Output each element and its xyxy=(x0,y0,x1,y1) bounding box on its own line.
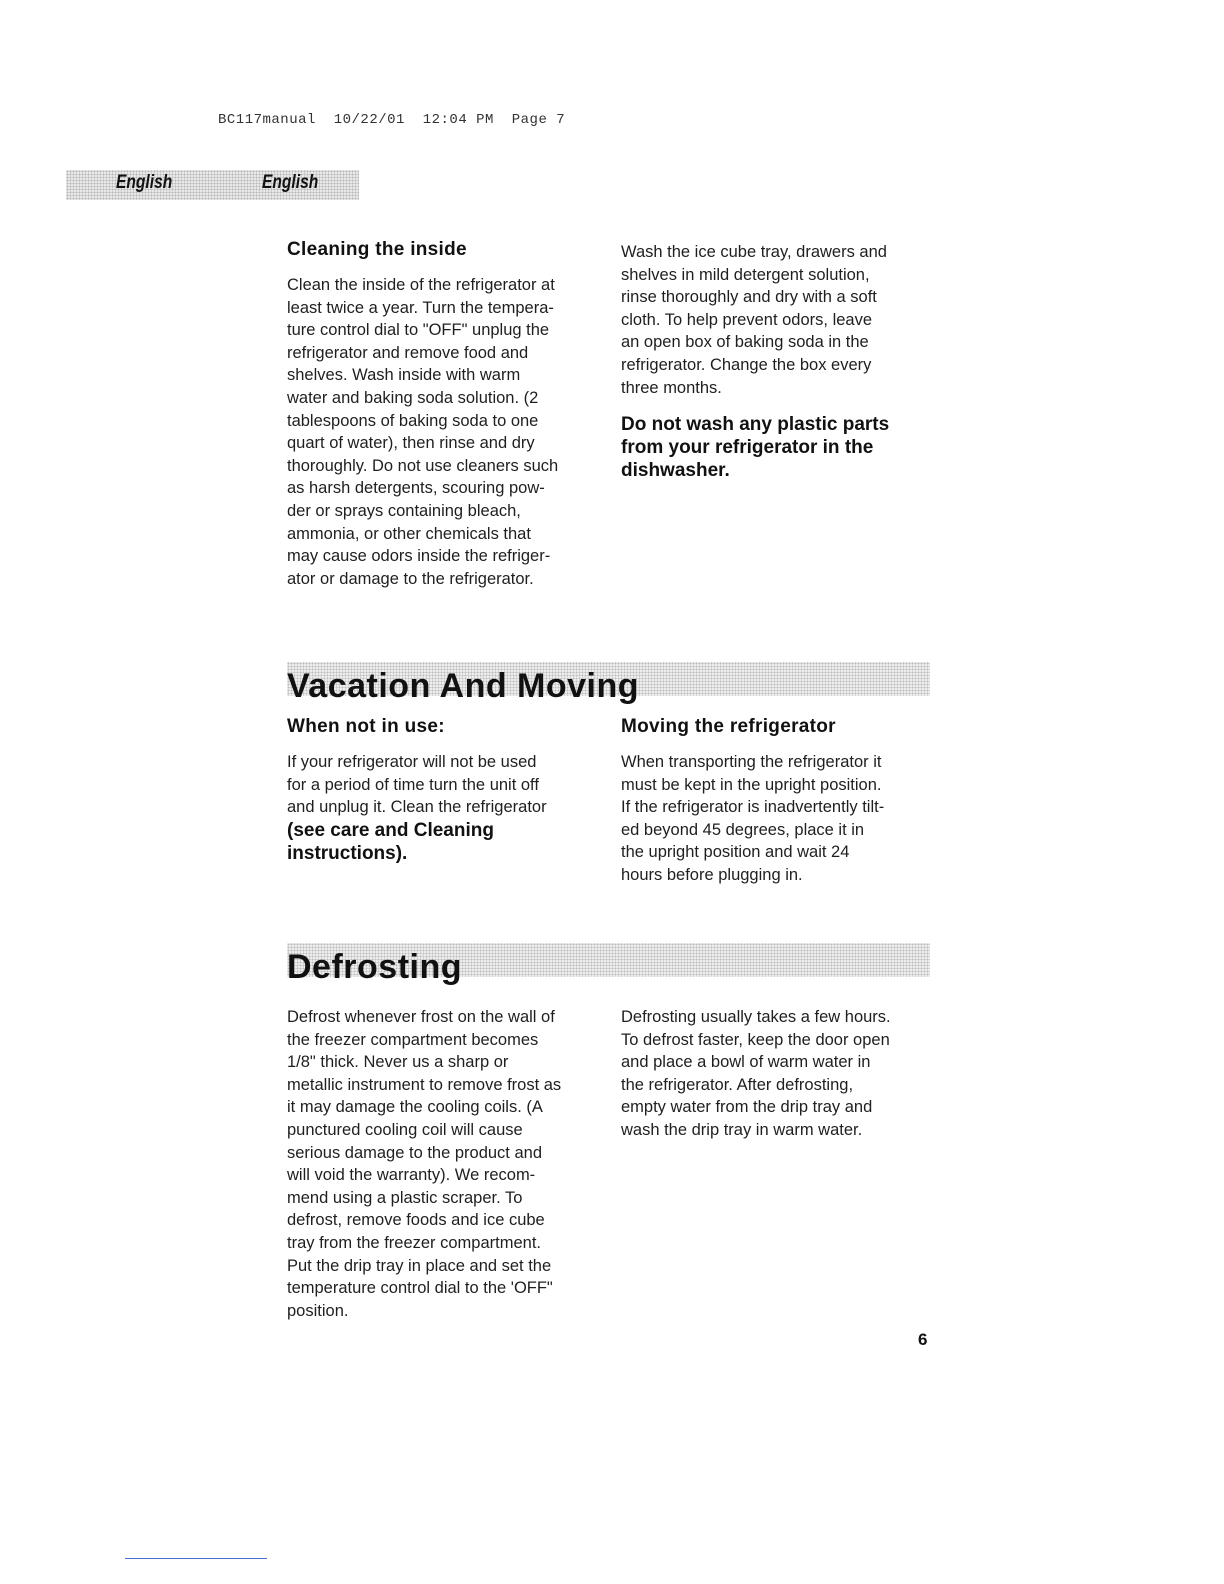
moving-heading: Moving the refrigerator xyxy=(621,716,836,737)
defrosting-title: Defrosting xyxy=(287,948,462,986)
moving-paragraph: When transporting the refrigerator it must be kept in the upright position. If the refrigerator is inadvertently tilt- ed beyond 45 degrees, place it in the upright position and wait 24 hours before plugging in. xyxy=(621,753,885,884)
not-in-use-paragraph: If your refrigerator will not be used for a period of time turn the unit off and unplug it. Clean the refrigerator xyxy=(287,753,547,817)
dishwasher-warning: Do not wash any plastic parts from your refrigerator in the dishwasher. xyxy=(621,414,890,482)
language-label: English xyxy=(262,172,319,193)
care-cleaning-note: (see care and Cleaning instructions). xyxy=(287,819,494,864)
defrosting-left-column xyxy=(287,1006,602,1322)
cleaning-inside-left-column xyxy=(287,238,602,590)
page-number: 6 xyxy=(918,1330,928,1349)
language-bar xyxy=(66,170,359,200)
not-in-use-column xyxy=(287,715,602,865)
moving-column xyxy=(621,715,936,887)
print-header: BC117manual 10/22/01 12:04 PM Page 7 xyxy=(218,112,566,128)
cleaning-trays-paragraph: Wash the ice cube tray, drawers and shelves in mild detergent solution, rinse thoroughly and dry with a soft cloth. To help prevent odors, leave an open box of baking soda in the refrigerator. Change the box every three months. xyxy=(621,243,887,397)
cleaning-inside-right-column xyxy=(621,241,936,482)
vacation-moving-title: Vacation And Moving xyxy=(287,667,640,705)
language-label: English xyxy=(116,172,173,193)
defrosting-right-paragraph: Defrosting usually takes a few hours. To defrost faster, keep the door open and place a bowl of warm water in the refrigerator. After defrosting, empty water from the drip tray and wash the drip tray in warm water. xyxy=(621,1008,891,1139)
cleaning-inside-heading: Cleaning the inside xyxy=(287,239,467,260)
defrosting-banner xyxy=(287,943,930,986)
vacation-moving-banner xyxy=(287,662,930,705)
defrosting-right-column xyxy=(621,1006,936,1142)
defrosting-left-paragraph: Defrost whenever frost on the wall of the freezer compartment becomes 1/8" thick. Never us a sharp or metallic instrument to remove frost as it may damage the cooling coils. (A punctured cooling coil will cause serious damage to the product and will void the warranty). We recom- mend using a plastic scraper. To defrost, remove foods and ice cube tray from the freezer compartment. Put the drip tray in place and set the temperature control dial to the 'OFF" position. xyxy=(287,1008,562,1320)
cleaning-inside-paragraph: Clean the inside of the refrigerator at least twice a year. Turn the tempera- ture control dial to "OFF" unplug the refrigerator and remove food and shelves. Wash inside with warm water and baking soda solution. (2 tablespoons of baking soda to one quart of water), then rinse and dry thoroughly. Do not use cleaners such as harsh detergents, scouring pow- der or sprays containing bleach, ammonia, or other chemicals that may cause odors inside the refriger- ator or damage to the refrigerator. xyxy=(287,276,559,588)
footer-rule xyxy=(125,1558,267,1559)
not-in-use-heading: When not in use: xyxy=(287,716,445,737)
